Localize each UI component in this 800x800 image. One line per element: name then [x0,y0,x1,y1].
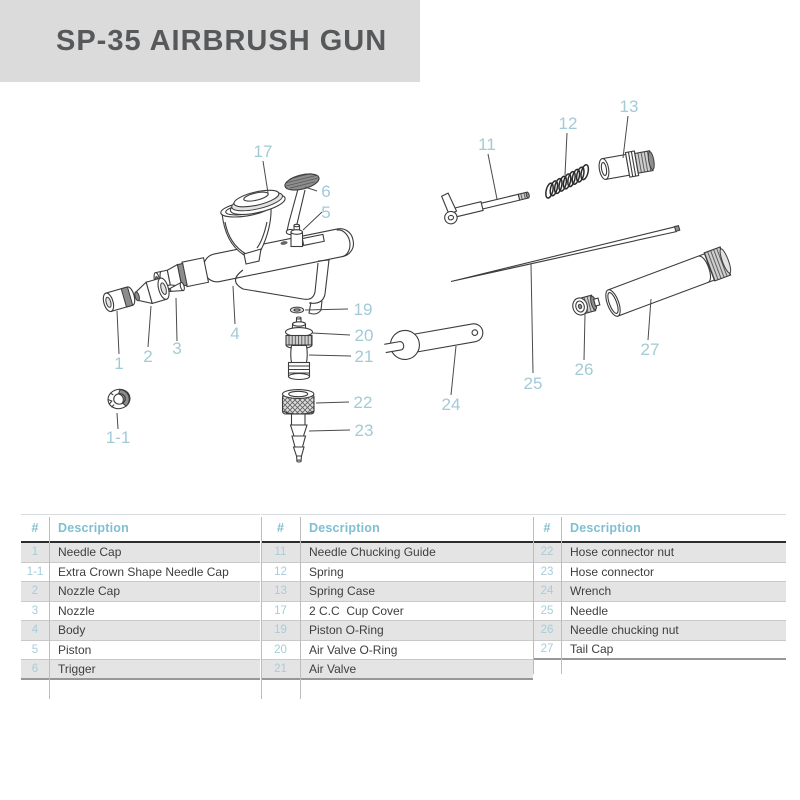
table-row [533,621,786,641]
callout-17: 17 [253,142,273,161]
table-row [261,563,533,583]
column-divider [49,517,50,699]
part-number-cell: 22 [540,546,554,559]
table-left-border [533,517,534,674]
part-needle-chucking-guide [439,175,531,225]
part-number-cell: 27 [540,643,554,656]
part-description-cell: Wrench [570,584,612,599]
part-description-cell: Hose connector [570,564,655,579]
part-needle [451,226,680,282]
part-number-cell: 17 [274,604,287,617]
part-spring-case [597,148,656,182]
description-column-header: Description [570,521,641,535]
part-piston [291,224,303,246]
part-hose-connector [291,414,308,462]
number-column-header: # [277,521,284,535]
part-description-cell: Extra Crown Shape Needle Cap [58,564,229,579]
parts-table-1 [21,514,260,680]
part-number-cell: 3 [31,604,39,617]
part-crown-cap [106,387,132,410]
table-row [21,602,260,622]
callout-6: 6 [321,182,331,201]
part-number-cell: 12 [274,565,287,578]
part-trigger [283,171,320,235]
table-row [261,660,533,680]
part-wrench [379,317,485,363]
table-row [261,602,533,622]
callout-12: 12 [558,114,578,133]
callout-22: 22 [353,393,373,412]
description-column-header: Description [309,521,380,535]
part-number-cell: 13 [274,585,287,598]
parts-table-2 [261,514,533,680]
part-number-cell: 5 [31,643,39,656]
table-row [21,660,260,680]
table-row [261,582,533,602]
part-description-cell: Needle [570,603,609,618]
callout-21: 21 [354,347,374,366]
number-column-header: # [543,521,551,535]
part-spring [544,164,589,199]
callout-20: 20 [354,326,374,345]
callout-4: 4 [230,324,240,343]
part-description-cell: Spring [309,564,344,579]
callout-3: 3 [172,339,182,358]
part-number-cell: 1-1 [26,565,44,578]
part-air-valve [286,317,313,380]
table-row [533,602,786,622]
part-number-cell: 20 [274,643,287,656]
page-title: SP-35 AIRBRUSH GUN [56,25,388,57]
table-row [21,621,260,641]
part-number-cell: 24 [540,585,554,598]
callout-27: 27 [640,340,660,359]
table-row [261,621,533,641]
part-hose-connector-nut [283,390,315,415]
part-needle-cap [101,286,136,313]
part-number-cell: 2 [31,585,39,598]
table-row [533,543,786,563]
callout-1-1: 1-1 [105,428,131,447]
part-description-cell: Hose connector nut [570,545,675,560]
part-description-cell: Air Valve [309,661,357,676]
callout-26: 26 [574,360,594,379]
part-description-cell: Piston [58,642,92,657]
part-piston-o-ring [290,307,303,313]
table-header [261,515,533,543]
part-description-cell: Air Valve O-Ring [309,642,398,657]
table-header [533,515,786,543]
table-row [533,563,786,583]
part-number-cell: 23 [540,565,554,578]
description-column-header: Description [58,521,129,535]
part-description-cell: Nozzle Cap [58,584,121,599]
part-tail-cap [603,246,734,319]
table-row [261,543,533,563]
part-description-cell: Needle chucking nut [570,623,679,638]
table-row [261,641,533,661]
callout-11: 11 [478,135,496,154]
column-divider [300,517,301,699]
column-divider [561,517,562,674]
table-row [21,543,260,563]
callout-23: 23 [354,421,374,440]
part-number-cell: 11 [274,546,287,559]
part-description-cell: Needle Cap [58,545,122,560]
part-description-cell: Spring Case [309,584,376,599]
table-row [21,563,260,583]
callout-1: 1 [114,354,124,373]
table-row [21,582,260,602]
table-header [21,515,260,543]
part-number-cell: 1 [31,546,39,559]
part-description-cell: Tail Cap [570,642,614,657]
number-column-header: # [31,521,39,535]
part-needle-chucking-nut [571,293,601,317]
part-number-cell: 19 [274,624,287,637]
callout-13: 13 [619,97,639,116]
table-row [533,641,786,661]
callout-25: 25 [523,374,543,393]
part-number-cell: 26 [540,624,554,637]
callout-19: 19 [353,300,373,319]
callout-2: 2 [143,347,153,366]
part-number-cell: 21 [274,662,287,675]
part-description-cell: Nozzle [58,603,95,618]
part-number-cell: 25 [540,604,554,617]
part-description-cell: Body [58,623,86,638]
part-number-cell: 4 [31,624,39,637]
part-number-cell: 6 [31,662,39,675]
parts-table-3 [533,514,786,660]
part-description-cell: Needle Chucking Guide [309,545,436,560]
table-left-border [261,517,262,699]
part-description-cell: Trigger [58,661,96,676]
table-row [21,641,260,661]
part-description-cell: 2 C.C Cup Cover [309,603,404,618]
table-row [533,582,786,602]
callout-5: 5 [321,203,331,222]
callout-24: 24 [441,395,461,414]
part-description-cell: Piston O-Ring [309,623,384,638]
part-nozzle-cap [132,277,171,308]
